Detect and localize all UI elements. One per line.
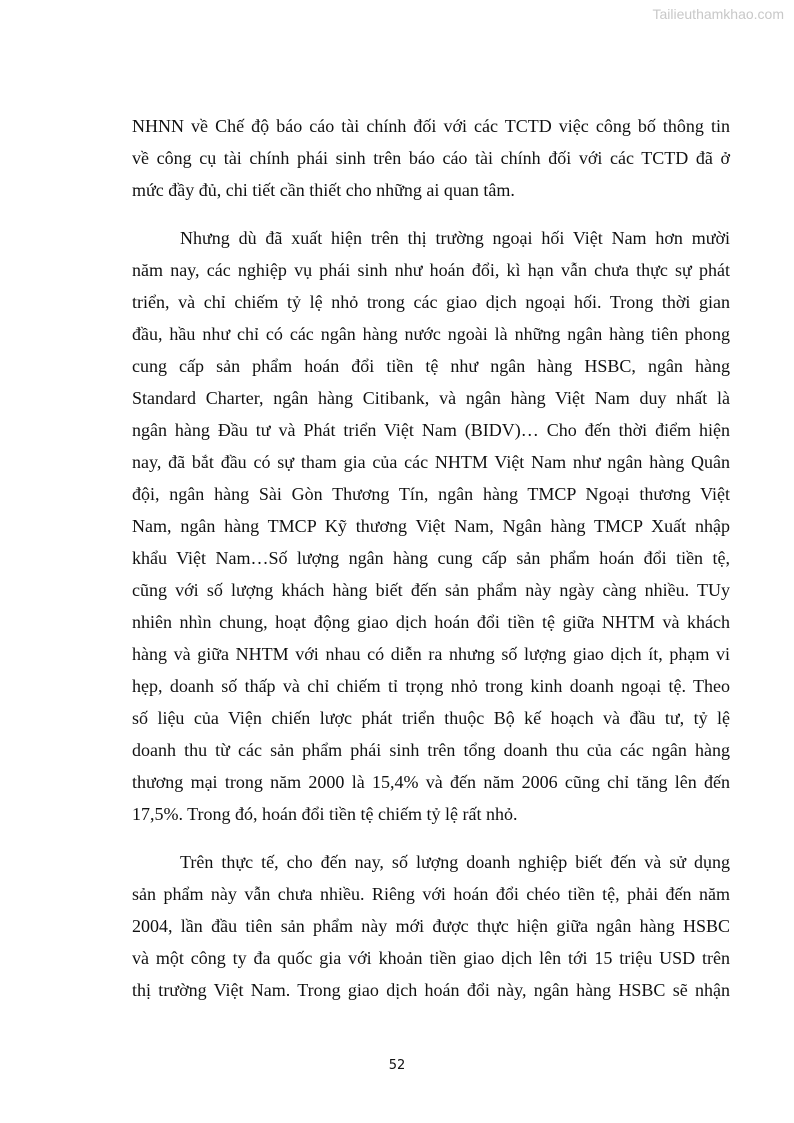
paragraph bbox=[132, 110, 730, 206]
text-line: khẩu Việt Nam…Số lượng ngân hàng cung cấp sản phẩm hoán đổi tiền tệ, bbox=[132, 548, 730, 568]
paragraph bbox=[132, 846, 730, 1006]
text-line: Trên thực tế, cho đến nay, số lượng doanh nghiệp biết đến và sử dụng bbox=[180, 852, 730, 872]
text-line: doanh thu từ các sản phẩm phái sinh trên tổng doanh thu của các ngân hàng bbox=[132, 740, 730, 760]
text-line: cung cấp sản phẩm hoán đổi tiền tệ như ngân hàng HSBC, ngân hàng bbox=[132, 356, 730, 376]
text-line: nay, đã bắt đầu có sự tham gia của các NHTM Việt Nam như ngân hàng Quân bbox=[132, 452, 730, 472]
text-line: hàng và giữa NHTM với nhau có diễn ra nhưng số lượng giao dịch ít, phạm vi bbox=[132, 644, 730, 664]
document-body bbox=[132, 110, 730, 1022]
page-number: 52 bbox=[388, 1058, 406, 1073]
paragraph bbox=[132, 222, 730, 830]
text-line: Standard Charter, ngân hàng Citibank, và ngân hàng Việt Nam duy nhất là bbox=[132, 388, 730, 408]
text-line: triển, và chỉ chiếm tỷ lệ nhỏ trong các giao dịch ngoại hối. Trong thời gian bbox=[132, 292, 730, 312]
text-line: và một công ty đa quốc gia với khoản tiền giao dịch lên tới 15 triệu USD trên bbox=[132, 948, 730, 968]
text-line: sản phẩm này vẫn chưa nhiều. Riêng với hoán đổi chéo tiền tệ, phải đến năm bbox=[132, 884, 730, 904]
text-line: số liệu của Viện chiến lược phát triển thuộc Bộ kế hoạch và đầu tư, tỷ lệ bbox=[132, 708, 730, 728]
text-line: ngân hàng Đầu tư và Phát triển Việt Nam (BIDV)… Cho đến thời điểm hiện bbox=[132, 420, 730, 440]
text-line: đội, ngân hàng Sài Gòn Thương Tín, ngân hàng TMCP Ngoại thương Việt bbox=[132, 484, 730, 504]
text-line: hẹp, doanh số thấp và chỉ chiếm tỉ trọng nhỏ trong kinh doanh ngoại tệ. Theo bbox=[132, 676, 730, 696]
text-line: thị trường Việt Nam. Trong giao dịch hoán đổi này, ngân hàng HSBC sẽ nhận bbox=[132, 980, 730, 1000]
text-line: mức đầy đủ, chi tiết cần thiết cho những ai quan tâm. bbox=[132, 180, 515, 200]
text-line: Nam, ngân hàng TMCP Kỹ thương Việt Nam, Ngân hàng TMCP Xuất nhập bbox=[132, 516, 730, 536]
text-line: nhiên nhìn chung, hoạt động giao dịch hoán đổi tiền tệ giữa NHTM và khách bbox=[132, 612, 730, 632]
text-line: thương mại trong năm 2000 là 15,4% và đến năm 2006 cũng chỉ tăng lên đến bbox=[132, 772, 730, 792]
text-line: 17,5%. Trong đó, hoán đổi tiền tệ chiếm tỷ lệ rất nhỏ. bbox=[132, 804, 518, 824]
text-line: đầu, hầu như chỉ có các ngân hàng nước ngoài là những ngân hàng tiên phong bbox=[132, 324, 730, 344]
watermark: Tailieuthamkhao.com bbox=[652, 6, 784, 22]
text-line: NHNN về Chế độ báo cáo tài chính đối với các TCTD việc công bố thông tin bbox=[132, 116, 730, 136]
text-line: cũng với số lượng khách hàng biết đến sản phẩm này ngày càng nhiều. TUy bbox=[132, 580, 730, 600]
text-line: về công cụ tài chính phái sinh trên báo cáo tài chính đối với các TCTD đã ở bbox=[132, 148, 730, 168]
text-line: Nhưng dù đã xuất hiện trên thị trường ngoại hối Việt Nam hơn mười bbox=[180, 228, 730, 248]
text-line: 2004, lần đầu tiên sản phẩm này mới được thực hiện giữa ngân hàng HSBC bbox=[132, 916, 730, 936]
text-line: năm nay, các nghiệp vụ phái sinh như hoán đổi, kì hạn vẫn chưa thực sự phát bbox=[132, 260, 730, 280]
